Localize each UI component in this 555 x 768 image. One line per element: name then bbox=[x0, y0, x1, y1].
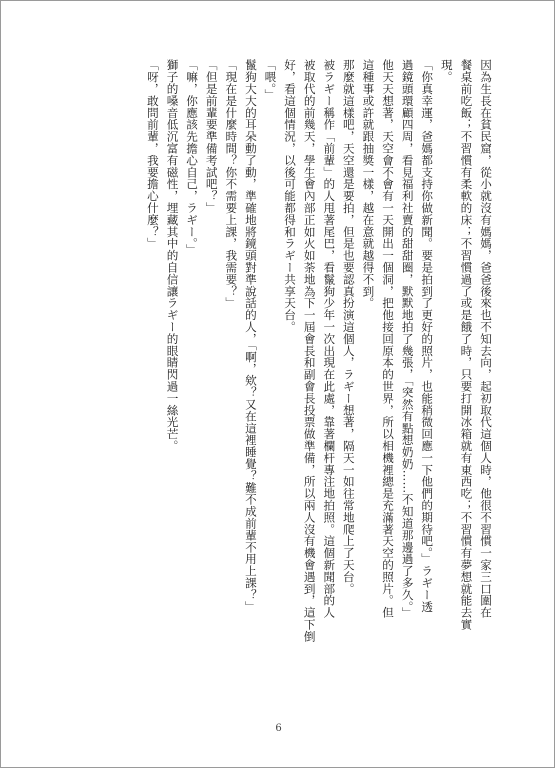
text-column: 過鏡頭環顧四周，看見福利社賣的甜甜圈，默默地拍了幾張，「突然有點想奶奶……不知道那邊過了多久。」 bbox=[400, 59, 415, 619]
text-column: 「嘛，你應該先擔心自己，ラギー。」 bbox=[185, 59, 200, 256]
text-column: 被ラギー稱作「前輩」的人甩著尾巴，看鬣狗少年一次出現在此處，靠著欄杆專注地拍照。這個新聞部的人 bbox=[322, 59, 337, 619]
text-column: 現。 bbox=[439, 59, 454, 83]
text-column: 他天天想著，天空會不會有一天開出一個洞，把他接回原本的世界，所以相機裡總是充滿著天空的照片。但 bbox=[381, 59, 396, 619]
page-number: 6 bbox=[275, 723, 282, 734]
text-column: 獅子的嗓音低沉富有磁性，埋藏其中的自信讓ラギー的眼睛閃過一絲光芒。 bbox=[165, 59, 180, 452]
vertical-text-body bbox=[25, 59, 495, 719]
text-column: 「你真幸運，爸媽都支持你做新聞。要是拍到了更好的照片，也能稍微回應一下他們的期待吧。」ラギー透 bbox=[420, 59, 435, 613]
text-column: 「呀，敢問前輩，我要擔心什麼？」 bbox=[145, 59, 160, 250]
text-column: 被取代的前幾天，學生會內部正如火如荼地為下一屆會長和副會長投票做準備，所以兩人沒有機會遇到，這下倒 bbox=[302, 59, 317, 643]
text-column: 餐桌前吃飯；不習慣有柔軟的床；不習慣過了或是餓了時，只要打開冰箱就有東西吃；不習慣有夢想就能去實 bbox=[459, 59, 474, 631]
text-column: 「現在是什麼時間？你不需要上課，我需要？」 bbox=[224, 59, 239, 309]
text-column: 「但是前輩要準備考試吧？」 bbox=[204, 59, 219, 214]
text-column: 那麼就這樣吧，天空還是要拍，但是也要認真扮演這個人，ラギー想著，隔天一如往常地爬上了天台。 bbox=[341, 59, 356, 595]
text-column: 這種事或許就跟抽獎一樣，越在意就越得不到。 bbox=[361, 59, 376, 309]
text-column: 鬣狗大大的耳朵動了動，準確地將鏡頭對準說話的人，「啊，欸？又在這裡睡覺？難不成前輩不用上課？」 bbox=[243, 59, 258, 613]
text-column: 好，看這個情況，以後可能都得和ラギー共享天台。 bbox=[283, 59, 298, 333]
text-column: 「喂。」 bbox=[263, 59, 278, 101]
text-column: 因為生長在貧民窟，從小就沒有媽媽，爸爸後來也不知去向，起初取代這個人時，他很不習慣一家三口圍在 bbox=[479, 59, 493, 619]
